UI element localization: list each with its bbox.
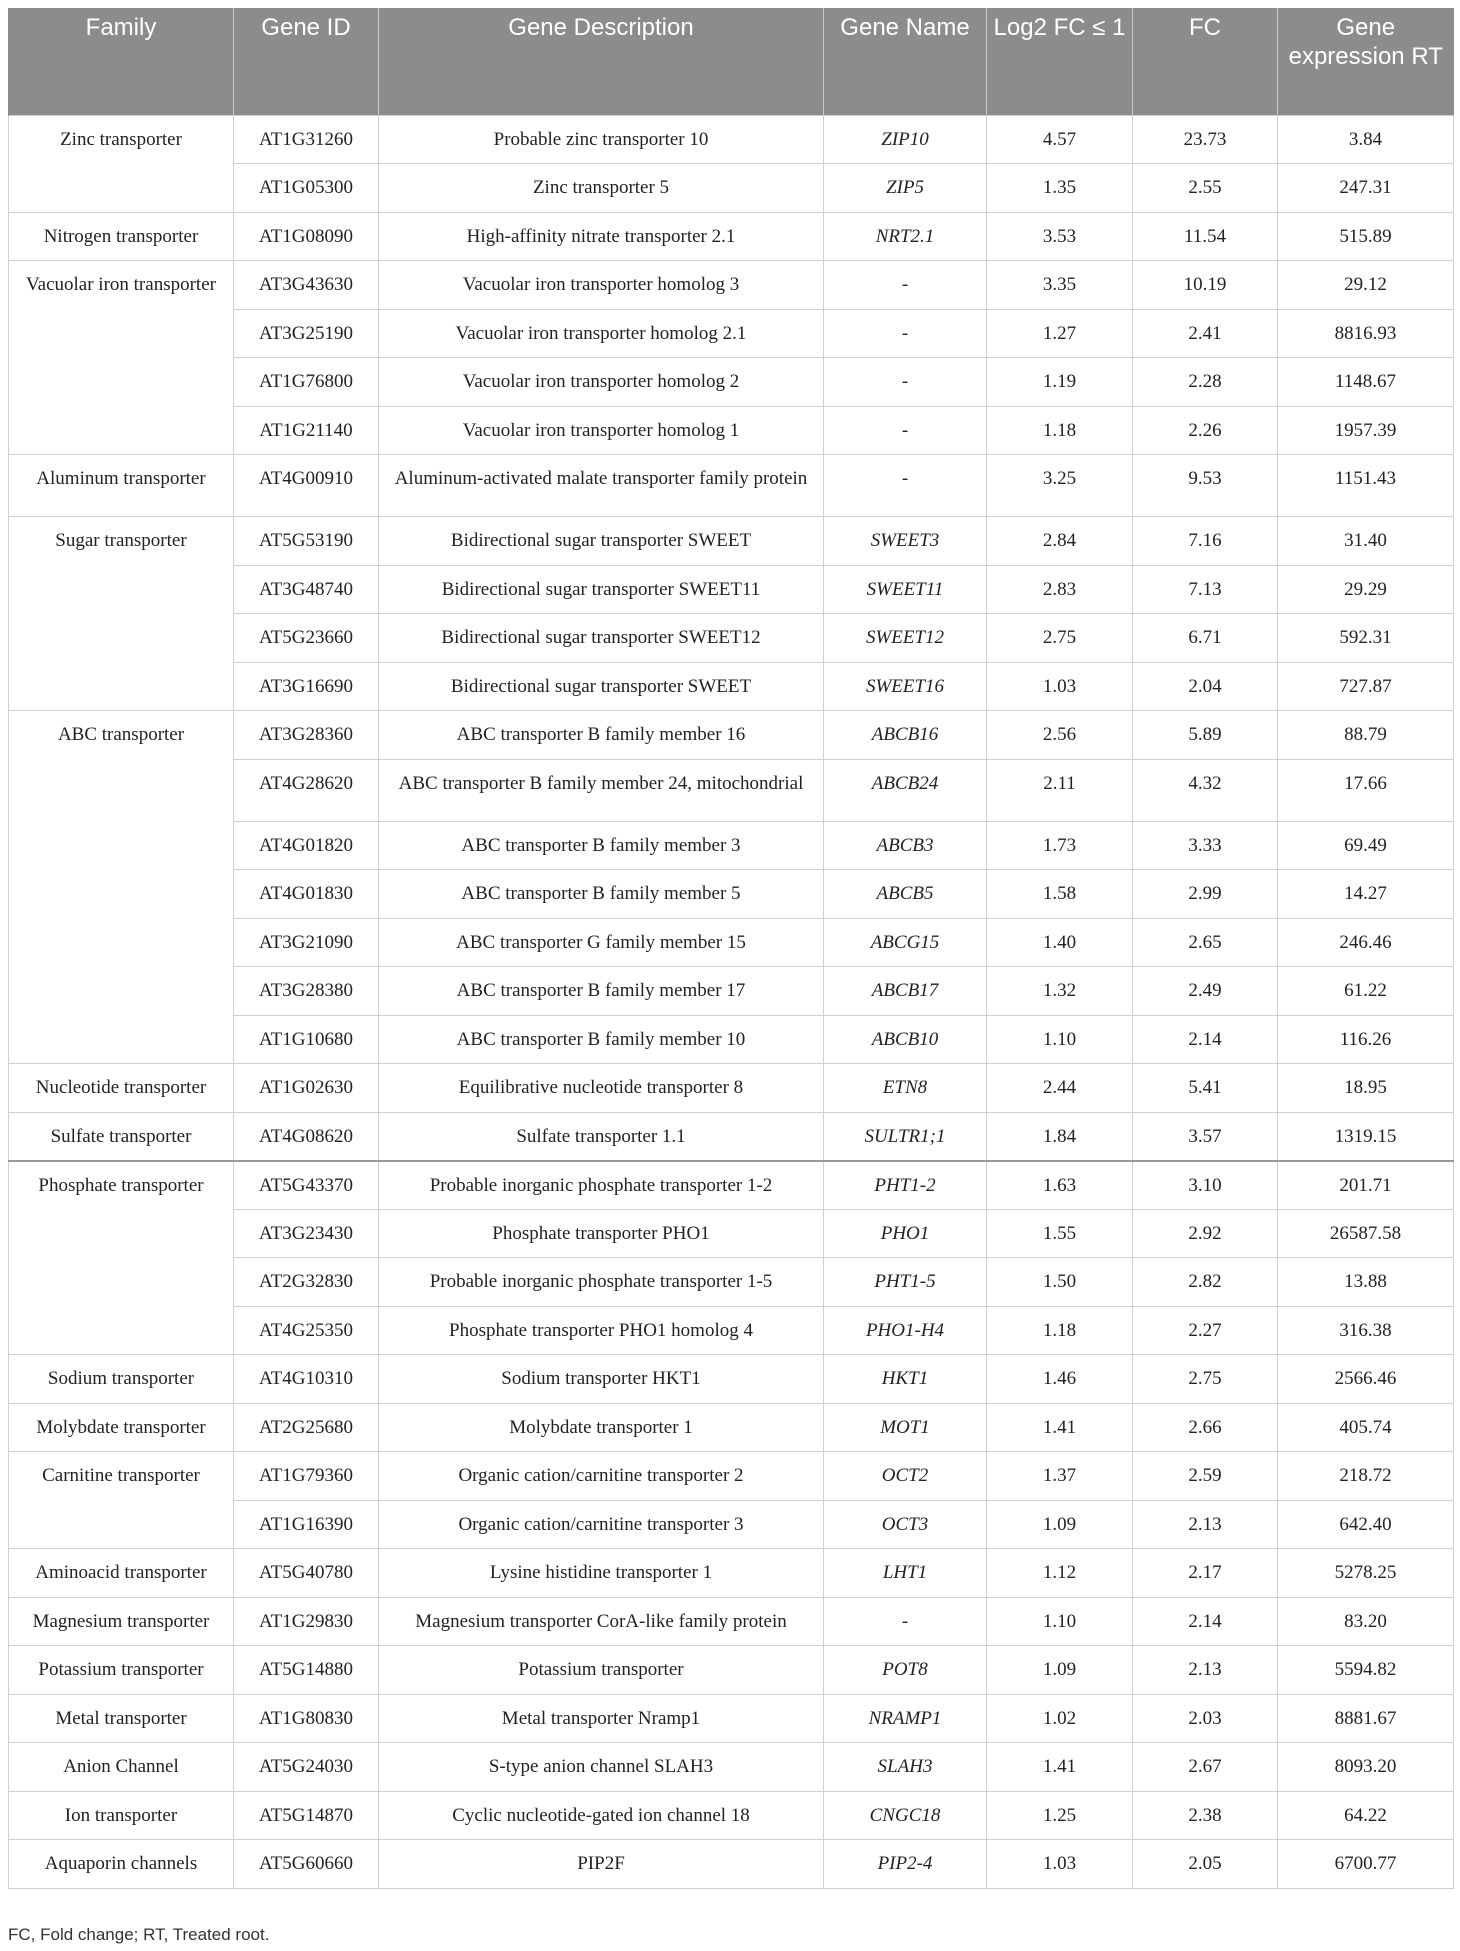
gene-description-cell: Phosphate transporter PHO1 homolog 4	[379, 1306, 824, 1355]
header-gene-name: Gene Name	[824, 8, 987, 115]
gene-expression-rt-cell: 17.66	[1278, 759, 1454, 821]
gene-description-cell: Vacuolar iron transporter homolog 2.1	[379, 309, 824, 358]
gene-id-cell: AT4G10310	[234, 1355, 379, 1404]
fc-cell: 2.65	[1133, 918, 1278, 967]
gene-description-cell: Organic cation/carnitine transporter 2	[379, 1452, 824, 1501]
family-cell: Molybdate transporter	[9, 1403, 234, 1452]
gene-description-cell: Sodium transporter HKT1	[379, 1355, 824, 1404]
gene-name-cell: ZIP10	[824, 115, 987, 164]
table-row	[9, 1112, 1454, 1161]
gene-description-cell: PIP2F	[379, 1840, 824, 1889]
gene-description-cell: Equilibrative nucleotide transporter 8	[379, 1064, 824, 1113]
gene-name-cell: SWEET11	[824, 565, 987, 614]
fc-cell: 2.41	[1133, 309, 1278, 358]
gene-expression-rt-cell: 61.22	[1278, 967, 1454, 1016]
log2fc-cell: 3.35	[987, 261, 1133, 310]
gene-id-cell: AT1G10680	[234, 1015, 379, 1064]
gene-description-cell: Potassium transporter	[379, 1646, 824, 1695]
fc-cell: 2.03	[1133, 1694, 1278, 1743]
fc-cell: 2.75	[1133, 1355, 1278, 1404]
gene-description-cell: Zinc transporter 5	[379, 164, 824, 213]
fc-cell: 2.67	[1133, 1743, 1278, 1792]
gene-name-cell: ABCG15	[824, 918, 987, 967]
gene-name-cell: -	[824, 1597, 987, 1646]
fc-cell: 2.99	[1133, 870, 1278, 919]
gene-id-cell: AT1G76800	[234, 358, 379, 407]
gene-name-cell: ABCB5	[824, 870, 987, 919]
gene-name-cell: ABCB3	[824, 821, 987, 870]
gene-expression-rt-cell: 727.87	[1278, 662, 1454, 711]
log2fc-cell: 3.53	[987, 212, 1133, 261]
gene-id-cell: AT5G14880	[234, 1646, 379, 1695]
fc-cell: 2.13	[1133, 1500, 1278, 1549]
log2fc-cell: 1.41	[987, 1403, 1133, 1452]
gene-expression-rt-cell: 1319.15	[1278, 1112, 1454, 1161]
fc-cell: 2.55	[1133, 164, 1278, 213]
family-cell: Ion transporter	[9, 1791, 234, 1840]
gene-expression-rt-cell: 18.95	[1278, 1064, 1454, 1113]
log2fc-cell: 2.56	[987, 711, 1133, 760]
family-cell: ABC transporter	[9, 711, 234, 1064]
table-row	[9, 1840, 1454, 1889]
log2fc-cell: 2.11	[987, 759, 1133, 821]
gene-name-cell: CNGC18	[824, 1791, 987, 1840]
gene-name-cell: -	[824, 358, 987, 407]
gene-name-cell: POT8	[824, 1646, 987, 1695]
table-row	[9, 1403, 1454, 1452]
fc-cell: 2.82	[1133, 1258, 1278, 1307]
gene-expression-rt-cell: 201.71	[1278, 1161, 1454, 1210]
gene-description-cell: S-type anion channel SLAH3	[379, 1743, 824, 1792]
table-row	[9, 1694, 1454, 1743]
gene-id-cell: AT1G16390	[234, 1500, 379, 1549]
gene-name-cell: OCT3	[824, 1500, 987, 1549]
gene-description-cell: Bidirectional sugar transporter SWEET	[379, 662, 824, 711]
log2fc-cell: 1.27	[987, 309, 1133, 358]
gene-name-cell: SWEET3	[824, 517, 987, 566]
fc-cell: 7.16	[1133, 517, 1278, 566]
log2fc-cell: 1.55	[987, 1209, 1133, 1258]
table-body	[9, 115, 1454, 1888]
gene-id-cell: AT5G24030	[234, 1743, 379, 1792]
log2fc-cell: 1.10	[987, 1597, 1133, 1646]
gene-expression-rt-cell: 5594.82	[1278, 1646, 1454, 1695]
header-row	[9, 8, 1454, 115]
gene-table-container	[8, 8, 1453, 1889]
gene-name-cell: ABCB24	[824, 759, 987, 821]
gene-expression-rt-cell: 31.40	[1278, 517, 1454, 566]
log2fc-cell: 1.25	[987, 1791, 1133, 1840]
fc-cell: 2.26	[1133, 406, 1278, 455]
gene-id-cell: AT4G01830	[234, 870, 379, 919]
gene-description-cell: Bidirectional sugar transporter SWEET12	[379, 614, 824, 663]
family-cell: Nitrogen transporter	[9, 212, 234, 261]
log2fc-cell: 4.57	[987, 115, 1133, 164]
gene-expression-rt-cell: 116.26	[1278, 1015, 1454, 1064]
gene-name-cell: ZIP5	[824, 164, 987, 213]
gene-id-cell: AT3G23430	[234, 1209, 379, 1258]
fc-cell: 3.33	[1133, 821, 1278, 870]
log2fc-cell: 1.32	[987, 967, 1133, 1016]
log2fc-cell: 1.18	[987, 1306, 1133, 1355]
gene-description-cell: ABC transporter G family member 15	[379, 918, 824, 967]
fc-cell: 2.28	[1133, 358, 1278, 407]
gene-description-cell: ABC transporter B family member 24, mitochondrial	[379, 759, 824, 821]
fc-cell: 7.13	[1133, 565, 1278, 614]
gene-id-cell: AT1G21140	[234, 406, 379, 455]
gene-description-cell: Vacuolar iron transporter homolog 2	[379, 358, 824, 407]
gene-expression-rt-cell: 83.20	[1278, 1597, 1454, 1646]
gene-expression-rt-cell: 405.74	[1278, 1403, 1454, 1452]
gene-id-cell: AT4G28620	[234, 759, 379, 821]
gene-name-cell: SWEET16	[824, 662, 987, 711]
table-row	[9, 1549, 1454, 1598]
gene-description-cell: Cyclic nucleotide-gated ion channel 18	[379, 1791, 824, 1840]
log2fc-cell: 1.18	[987, 406, 1133, 455]
gene-expression-rt-cell: 14.27	[1278, 870, 1454, 919]
fc-cell: 23.73	[1133, 115, 1278, 164]
gene-id-cell: AT4G08620	[234, 1112, 379, 1161]
gene-id-cell: AT3G21090	[234, 918, 379, 967]
gene-name-cell: NRT2.1	[824, 212, 987, 261]
gene-name-cell: PIP2-4	[824, 1840, 987, 1889]
log2fc-cell: 1.10	[987, 1015, 1133, 1064]
gene-description-cell: Magnesium transporter CorA-like family protein	[379, 1597, 824, 1646]
fc-cell: 2.38	[1133, 1791, 1278, 1840]
table-row	[9, 1452, 1454, 1501]
fc-cell: 3.57	[1133, 1112, 1278, 1161]
gene-id-cell: AT3G28360	[234, 711, 379, 760]
gene-id-cell: AT5G53190	[234, 517, 379, 566]
gene-expression-rt-cell: 8881.67	[1278, 1694, 1454, 1743]
log2fc-cell: 2.75	[987, 614, 1133, 663]
header-gene-id: Gene ID	[234, 8, 379, 115]
family-cell: Zinc transporter	[9, 115, 234, 212]
gene-name-cell: SWEET12	[824, 614, 987, 663]
fc-cell: 11.54	[1133, 212, 1278, 261]
family-cell: Sugar transporter	[9, 517, 234, 711]
gene-expression-rt-cell: 247.31	[1278, 164, 1454, 213]
gene-description-cell: Molybdate transporter 1	[379, 1403, 824, 1452]
gene-expression-rt-cell: 316.38	[1278, 1306, 1454, 1355]
log2fc-cell: 1.09	[987, 1646, 1133, 1695]
gene-name-cell: ABCB16	[824, 711, 987, 760]
log2fc-cell: 1.09	[987, 1500, 1133, 1549]
fc-cell: 9.53	[1133, 455, 1278, 517]
gene-name-cell: OCT2	[824, 1452, 987, 1501]
log2fc-cell: 1.02	[987, 1694, 1133, 1743]
gene-name-cell: -	[824, 309, 987, 358]
gene-id-cell: AT4G00910	[234, 455, 379, 517]
fc-cell: 2.14	[1133, 1015, 1278, 1064]
gene-id-cell: AT3G43630	[234, 261, 379, 310]
gene-description-cell: Vacuolar iron transporter homolog 1	[379, 406, 824, 455]
log2fc-cell: 1.41	[987, 1743, 1133, 1792]
header-gene-description: Gene Description	[379, 8, 824, 115]
table-row	[9, 517, 1454, 566]
gene-description-cell: ABC transporter B family member 10	[379, 1015, 824, 1064]
log2fc-cell: 1.50	[987, 1258, 1133, 1307]
log2fc-cell: 1.46	[987, 1355, 1133, 1404]
gene-id-cell: AT3G25190	[234, 309, 379, 358]
log2fc-cell: 2.83	[987, 565, 1133, 614]
gene-id-cell: AT5G23660	[234, 614, 379, 663]
log2fc-cell: 1.03	[987, 1840, 1133, 1889]
log2fc-cell: 1.19	[987, 358, 1133, 407]
gene-expression-rt-cell: 1957.39	[1278, 406, 1454, 455]
gene-expression-rt-cell: 592.31	[1278, 614, 1454, 663]
gene-expression-rt-cell: 29.12	[1278, 261, 1454, 310]
gene-name-cell: PHT1-2	[824, 1161, 987, 1210]
gene-name-cell: NRAMP1	[824, 1694, 987, 1743]
fc-cell: 2.04	[1133, 662, 1278, 711]
gene-id-cell: AT4G25350	[234, 1306, 379, 1355]
gene-id-cell: AT1G02630	[234, 1064, 379, 1113]
gene-description-cell: Phosphate transporter PHO1	[379, 1209, 824, 1258]
gene-name-cell: PHO1	[824, 1209, 987, 1258]
family-cell: Vacuolar iron transporter	[9, 261, 234, 455]
gene-expression-rt-cell: 2566.46	[1278, 1355, 1454, 1404]
log2fc-cell: 2.84	[987, 517, 1133, 566]
table-row	[9, 1597, 1454, 1646]
gene-expression-rt-cell: 1151.43	[1278, 455, 1454, 517]
log2fc-cell: 1.40	[987, 918, 1133, 967]
log2fc-cell: 1.73	[987, 821, 1133, 870]
table-row	[9, 1646, 1454, 1695]
log2fc-cell: 1.63	[987, 1161, 1133, 1210]
gene-description-cell: Bidirectional sugar transporter SWEET	[379, 517, 824, 566]
fc-cell: 2.14	[1133, 1597, 1278, 1646]
gene-name-cell: SULTR1;1	[824, 1112, 987, 1161]
gene-name-cell: ABCB17	[824, 967, 987, 1016]
family-cell: Sulfate transporter	[9, 1112, 234, 1161]
fc-cell: 2.92	[1133, 1209, 1278, 1258]
table-footnote: FC, Fold change; RT, Treated root.	[8, 1925, 270, 1944]
gene-id-cell: AT5G60660	[234, 1840, 379, 1889]
gene-expression-rt-cell: 88.79	[1278, 711, 1454, 760]
gene-id-cell: AT5G40780	[234, 1549, 379, 1598]
fc-cell: 3.10	[1133, 1161, 1278, 1210]
family-cell: Carnitine transporter	[9, 1452, 234, 1549]
fc-cell: 2.05	[1133, 1840, 1278, 1889]
table-row	[9, 1064, 1454, 1113]
gene-id-cell: AT3G16690	[234, 662, 379, 711]
fc-cell: 4.32	[1133, 759, 1278, 821]
fc-cell: 5.41	[1133, 1064, 1278, 1113]
gene-description-cell: Probable zinc transporter 10	[379, 115, 824, 164]
fc-cell: 2.66	[1133, 1403, 1278, 1452]
gene-name-cell: -	[824, 455, 987, 517]
gene-description-cell: Probable inorganic phosphate transporter 1-2	[379, 1161, 824, 1210]
gene-description-cell: ABC transporter B family member 3	[379, 821, 824, 870]
gene-id-cell: AT1G08090	[234, 212, 379, 261]
gene-description-cell: Sulfate transporter 1.1	[379, 1112, 824, 1161]
log2fc-cell: 3.25	[987, 455, 1133, 517]
gene-id-cell: AT1G31260	[234, 115, 379, 164]
gene-expression-rt-cell: 6700.77	[1278, 1840, 1454, 1889]
log2fc-cell: 1.35	[987, 164, 1133, 213]
table-row	[9, 1743, 1454, 1792]
gene-name-cell: LHT1	[824, 1549, 987, 1598]
header-fc: FC	[1133, 8, 1278, 115]
gene-id-cell: AT3G48740	[234, 565, 379, 614]
family-cell: Potassium transporter	[9, 1646, 234, 1695]
gene-id-cell: AT1G29830	[234, 1597, 379, 1646]
header-gene-expression-rt: Gene expression RT	[1278, 8, 1454, 115]
table-row	[9, 1161, 1454, 1210]
family-cell: Magnesium transporter	[9, 1597, 234, 1646]
family-cell: Aminoacid transporter	[9, 1549, 234, 1598]
header-log2fc: Log2 FC ≤ 1	[987, 8, 1133, 115]
family-cell: Nucleotide transporter	[9, 1064, 234, 1113]
gene-description-cell: ABC transporter B family member 16	[379, 711, 824, 760]
gene-expression-rt-cell: 8093.20	[1278, 1743, 1454, 1792]
gene-expression-rt-cell: 218.72	[1278, 1452, 1454, 1501]
gene-table	[8, 8, 1454, 1889]
log2fc-cell: 1.84	[987, 1112, 1133, 1161]
family-cell: Anion Channel	[9, 1743, 234, 1792]
gene-name-cell: PHT1-5	[824, 1258, 987, 1307]
table-row	[9, 1355, 1454, 1404]
header-family: Family	[9, 8, 234, 115]
fc-cell: 5.89	[1133, 711, 1278, 760]
log2fc-cell: 1.12	[987, 1549, 1133, 1598]
gene-name-cell: ABCB10	[824, 1015, 987, 1064]
table-row	[9, 115, 1454, 164]
fc-cell: 2.27	[1133, 1306, 1278, 1355]
gene-description-cell: Probable inorganic phosphate transporter 1-5	[379, 1258, 824, 1307]
fc-cell: 2.59	[1133, 1452, 1278, 1501]
gene-name-cell: -	[824, 406, 987, 455]
gene-id-cell: AT1G05300	[234, 164, 379, 213]
gene-id-cell: AT3G28380	[234, 967, 379, 1016]
gene-description-cell: High-affinity nitrate transporter 2.1	[379, 212, 824, 261]
gene-name-cell: PHO1-H4	[824, 1306, 987, 1355]
gene-name-cell: -	[824, 261, 987, 310]
gene-id-cell: AT2G32830	[234, 1258, 379, 1307]
gene-description-cell: Metal transporter Nramp1	[379, 1694, 824, 1743]
gene-name-cell: HKT1	[824, 1355, 987, 1404]
family-cell: Phosphate transporter	[9, 1161, 234, 1355]
gene-id-cell: AT2G25680	[234, 1403, 379, 1452]
fc-cell: 2.13	[1133, 1646, 1278, 1695]
table-row	[9, 1791, 1454, 1840]
gene-description-cell: Organic cation/carnitine transporter 3	[379, 1500, 824, 1549]
fc-cell: 2.49	[1133, 967, 1278, 1016]
family-cell: Aluminum transporter	[9, 455, 234, 517]
gene-id-cell: AT5G43370	[234, 1161, 379, 1210]
gene-id-cell: AT1G79360	[234, 1452, 379, 1501]
gene-id-cell: AT5G14870	[234, 1791, 379, 1840]
gene-expression-rt-cell: 515.89	[1278, 212, 1454, 261]
log2fc-cell: 1.03	[987, 662, 1133, 711]
gene-expression-rt-cell: 5278.25	[1278, 1549, 1454, 1598]
gene-expression-rt-cell: 642.40	[1278, 1500, 1454, 1549]
log2fc-cell: 1.37	[987, 1452, 1133, 1501]
gene-expression-rt-cell: 29.29	[1278, 565, 1454, 614]
gene-description-cell: Aluminum-activated malate transporter family protein	[379, 455, 824, 517]
gene-description-cell: Vacuolar iron transporter homolog 3	[379, 261, 824, 310]
family-cell: Metal transporter	[9, 1694, 234, 1743]
gene-description-cell: Lysine histidine transporter 1	[379, 1549, 824, 1598]
log2fc-cell: 1.58	[987, 870, 1133, 919]
fc-cell: 10.19	[1133, 261, 1278, 310]
gene-expression-rt-cell: 13.88	[1278, 1258, 1454, 1307]
log2fc-cell: 2.44	[987, 1064, 1133, 1113]
gene-name-cell: MOT1	[824, 1403, 987, 1452]
table-row	[9, 455, 1454, 517]
gene-expression-rt-cell: 26587.58	[1278, 1209, 1454, 1258]
gene-expression-rt-cell: 3.84	[1278, 115, 1454, 164]
family-cell: Aquaporin channels	[9, 1840, 234, 1889]
table-row	[9, 711, 1454, 760]
fc-cell: 2.17	[1133, 1549, 1278, 1598]
gene-name-cell: SLAH3	[824, 1743, 987, 1792]
gene-description-cell: ABC transporter B family member 5	[379, 870, 824, 919]
gene-expression-rt-cell: 64.22	[1278, 1791, 1454, 1840]
gene-expression-rt-cell: 8816.93	[1278, 309, 1454, 358]
fc-cell: 6.71	[1133, 614, 1278, 663]
gene-id-cell: AT1G80830	[234, 1694, 379, 1743]
gene-expression-rt-cell: 246.46	[1278, 918, 1454, 967]
gene-name-cell: ETN8	[824, 1064, 987, 1113]
table-row	[9, 212, 1454, 261]
gene-expression-rt-cell: 1148.67	[1278, 358, 1454, 407]
gene-description-cell: Bidirectional sugar transporter SWEET11	[379, 565, 824, 614]
family-cell: Sodium transporter	[9, 1355, 234, 1404]
table-row	[9, 261, 1454, 310]
gene-description-cell: ABC transporter B family member 17	[379, 967, 824, 1016]
gene-expression-rt-cell: 69.49	[1278, 821, 1454, 870]
gene-id-cell: AT4G01820	[234, 821, 379, 870]
